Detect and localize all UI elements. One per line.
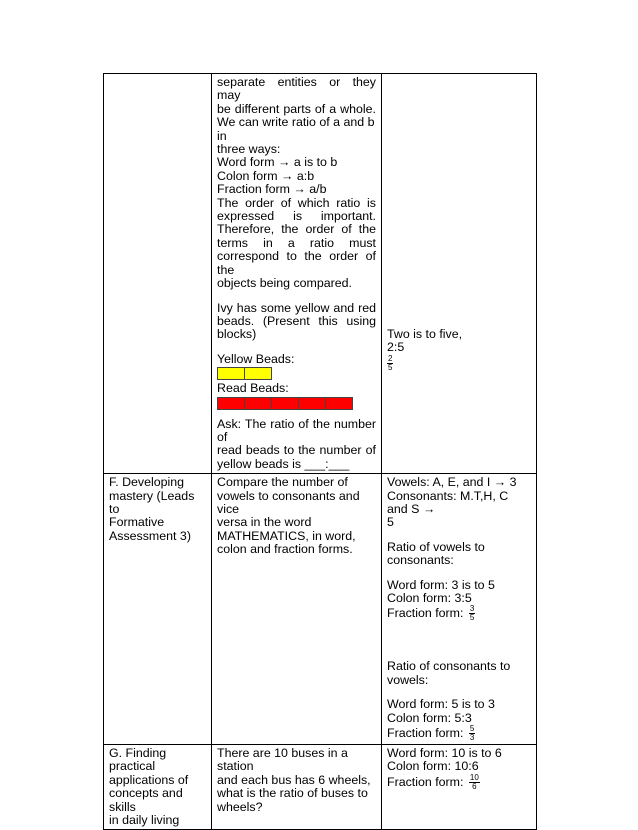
text-line: what is the ratio of buses to: [217, 786, 368, 801]
fraction-numerator: 5: [469, 724, 475, 734]
answer-word-form: Two is to five,: [387, 327, 463, 341]
text-line: Therefore, the order of the: [217, 222, 376, 237]
yellow-bead-blocks: [217, 367, 376, 380]
text-line: There are 10 buses in a station: [217, 746, 348, 774]
table-row: [104, 474, 537, 745]
text-line: yellow beads is ___:___: [217, 456, 350, 471]
text-line: separate entities or they may: [217, 75, 376, 103]
text-line: MATHEMATICS, in word,: [217, 528, 356, 543]
ratio1-word-form: Word form: 3 is to 5: [387, 577, 495, 592]
consonants-line: Consonants: M.T,H, C and S →: [387, 488, 509, 516]
text-line: versa in the word: [217, 515, 312, 530]
red-bead-blocks: [217, 397, 376, 410]
text-line: Word form → a is to b: [217, 155, 338, 170]
fraction-numerator: 2: [388, 353, 393, 363]
text-line: objects being compared.: [217, 276, 353, 291]
fraction-label: Fraction form:: [387, 725, 464, 740]
text-line: three ways:: [217, 142, 281, 157]
table-row: [104, 74, 537, 474]
text-line: The order of which ratio is: [217, 195, 376, 210]
text-line: G. Finding practical: [109, 746, 167, 774]
ratio2-word-form: Word form: 5 is to 3: [387, 697, 495, 712]
text-line: terms in a ratio must: [217, 235, 376, 250]
fraction-denominator: 3: [469, 733, 475, 743]
text-line: colon and fraction forms.: [217, 542, 353, 557]
answer-fraction-form: [387, 774, 531, 791]
text-line: Fraction form → a/b: [217, 182, 327, 197]
row2-stage-cell: [104, 474, 212, 745]
fraction: [469, 774, 480, 791]
fraction-numerator: 10: [469, 772, 479, 782]
table-row: [104, 745, 537, 830]
ratio2-colon-form: Colon form: 5:3: [387, 710, 472, 725]
red-bead-block: [244, 397, 272, 410]
ratio2-fraction-form: [387, 725, 531, 742]
text-line: be different parts of a whole.: [217, 101, 376, 116]
text-line: applications of: [109, 772, 189, 787]
row1-answer-cell: [382, 74, 537, 474]
yellow-bead-block: [217, 367, 245, 380]
ratio1-fraction-form: [387, 605, 531, 622]
red-bead-block: [217, 397, 245, 410]
yellow-bead-block: [244, 367, 272, 380]
lesson-plan-table: [103, 73, 537, 830]
red-bead-block: [298, 397, 326, 410]
fraction-denominator: 5: [388, 362, 393, 372]
row3-stage-cell: [104, 745, 212, 830]
text-line: Colon form → a:b: [217, 168, 315, 183]
fraction: [387, 355, 393, 372]
red-beads-label: Read Beads:: [217, 381, 289, 396]
ratio2-title: Ratio of consonants to vowels:: [387, 659, 511, 687]
answer-fraction-form: [387, 355, 531, 372]
text-line: expressed is important.: [217, 209, 376, 224]
text-line: Assessment 3): [109, 528, 191, 543]
text-line: F. Developing: [109, 475, 185, 490]
row1-stage-cell: [104, 74, 212, 474]
vowels-line: Vowels: A, E, and I → 3: [387, 475, 517, 490]
text-line: and each bus has 6 wheels,: [217, 772, 371, 787]
ratio1-colon-form: Colon form: 3:5: [387, 591, 472, 605]
text-line: beads. (Present this using: [217, 313, 376, 328]
text-line: vowels to consonants and vice: [217, 488, 360, 516]
text-line: correspond to the order of the: [217, 249, 376, 277]
row2-answer-cell: [382, 474, 537, 745]
answer-word-form: Word form: 10 is to 6: [387, 746, 502, 761]
row1-activity-cell: [212, 74, 382, 474]
text-line: blocks): [217, 327, 257, 342]
text-line: Ivy has some yellow and red: [217, 300, 376, 315]
ratio1-title: Ratio of vowels to consonants:: [387, 539, 485, 568]
text-line: Ask: The ratio of the number of: [217, 416, 376, 444]
row2-activity-cell: [212, 474, 382, 745]
red-bead-block: [325, 397, 353, 410]
text-line: in daily living: [109, 813, 180, 828]
answer-colon-form: Colon form: 10:6: [387, 759, 479, 774]
yellow-beads-label: Yellow Beads:: [217, 351, 295, 366]
consonants-count: 5: [387, 515, 394, 530]
text-line: We can write ratio of a and b in: [217, 115, 375, 143]
text-line: mastery (Leads to: [109, 488, 195, 516]
fraction-denominator: 6: [472, 781, 477, 791]
answer-colon-form: 2:5: [387, 340, 405, 355]
text-line: concepts and skills: [109, 786, 183, 814]
fraction: [469, 725, 475, 742]
red-bead-block: [271, 397, 299, 410]
fraction-numerator: 3: [469, 604, 475, 614]
text-line: wheels?: [217, 799, 263, 814]
fraction-label: Fraction form:: [387, 606, 464, 621]
fraction: [469, 605, 475, 622]
text-line: read beads to the number of: [217, 443, 376, 458]
row3-answer-cell: [382, 745, 537, 830]
text-line: Formative: [109, 515, 165, 530]
fraction-denominator: 5: [469, 613, 475, 623]
fraction-label: Fraction form:: [387, 774, 464, 789]
row3-activity-cell: [212, 745, 382, 830]
text-line: Compare the number of: [217, 475, 348, 490]
